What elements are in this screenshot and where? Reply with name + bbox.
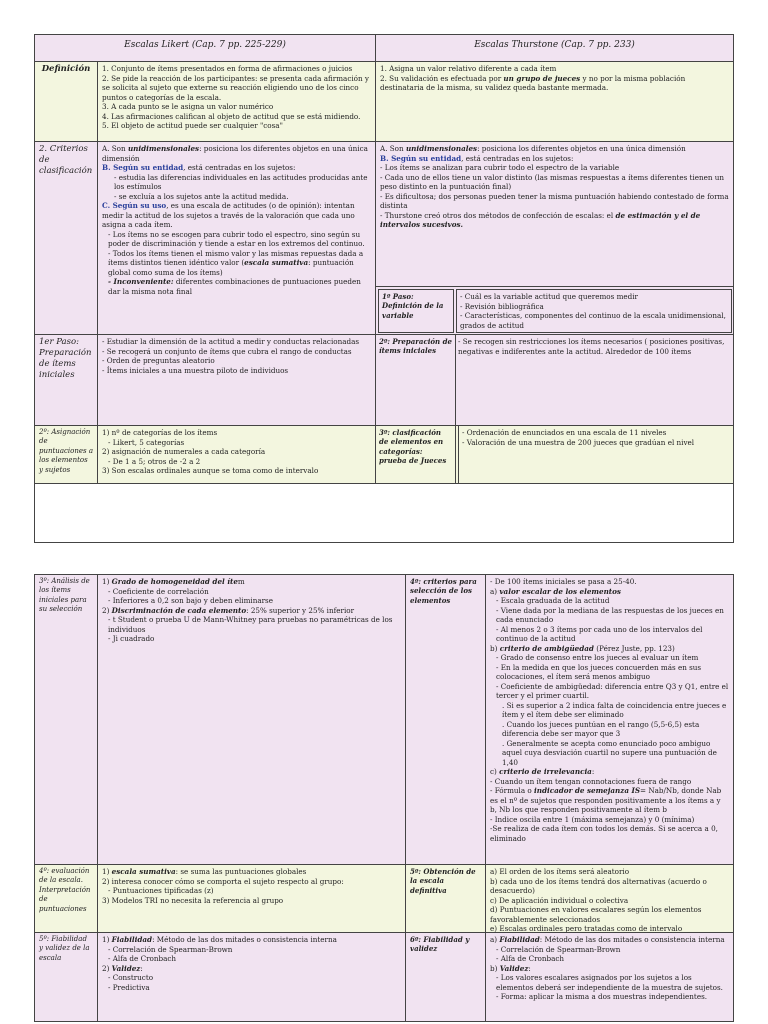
row-label-paso1: 1er Paso: Preparación de ítems iniciales [34, 334, 98, 426]
likert-step3: 1) Grado de homogeneidad del ítem - Coeficiente de correlación - Inferiores a 0,2 son bajo y deben eliminarse 2) Discriminación de cada elemento: 25% superior y 25% inferior - t Student o prueba U de Mann-Whitney para pruebas no paramétricas de los individuos - Ji cuadrado [97, 574, 406, 865]
thurstone-step3-box [375, 425, 734, 484]
thurstone-criteria: A. Son unidimensionales: posiciona los diferentes objetos en una única dimensión B. Según su entidad, está centradas en los sujetos: - Los ítems se analizan para cubrir todo el espectro de la variable - Cada uno de ellos tiene un valor distinto (las mismas respuestas a ítems diferentes tienen un peso distinto en la puntuación final) - Es dificultosa; dos personas pueden tener la misma puntuación habiendo contestado de forma distinta - Thurstone creó otros dos métodos de confección de escalas: el de estimación y el de intervalos sucesivos. [375, 141, 734, 287]
likert-step5: 1) Fiabilidad: Método de las dos mitades o consistencia interna - Correlación de Spearman-Brown - Alfa de Cronbach 2) Validez: - Constructo - Predictiva [97, 932, 406, 1022]
thurstone-step1-box [375, 286, 734, 335]
row-label-asignacion: 2º: Asignación de puntuaciones a los elementos y sujetos [34, 425, 98, 484]
header-likert: Escalas Likert (Cap. 7 pp. 225-229) [34, 34, 376, 62]
thurstone-step3-label: 3º: clasificación de elementos en categorías: prueba de Jueces [376, 426, 456, 483]
row-label-criterios: 2. Criterios de clasificación [34, 141, 98, 335]
likert-criteria: A. Son unidimensionales: posiciona los diferentes objetos en una única dimensión B. Según su entidad, está centradas en los sujetos: - estudia las diferencias individuales en las actitudes producidas ante los estímulos - se excluía a los sujetos ante la actitud medida. C. Según su uso, es una escala de actitudes (o de opinión): intentan medir la actitud de los sujetos a través de la valoración que cada uno asigna a cada ítem. - Los ítems no se escogen para cubrir todo el espectro, sino según su poder de discriminación y tiende a estar en los extremos del continuo. - Todos los ítems tienen el mismo valor y las mismas repuestas dada a ítems distintos tienen idéntico valor (escala sumativa: puntuación global como suma de los ítems) - Inconveniente: diferentes combinaciones de puntuaciones pueden dar la misma nota final [97, 141, 376, 335]
thurstone-step2-content: - Se recogen sin restricciones los ítems necesarios ( posiciones positivas, negativas e indiferentes ante la actitud. Alrededor de 100 ítems [458, 337, 725, 356]
likert-step4: 1) escala sumativa: se suma las puntuaciones globales 2) interesa conocer cómo se comporta el sujeto respecto al grupo: - Puntuaciones tipificadas (z) 3) Modelos TRI no necesita la referencia al grupo [97, 864, 406, 933]
thurstone-step1-label: 1º Paso: Definición de la variable [378, 289, 454, 333]
thurstone-step4-label: 4º: criterios para selección de los elementos [405, 574, 486, 865]
thurstone-step1-content: - Cuál es la variable actitud que queremos medir - Revisión bibliográfica - Características, componentes del continuo de la escala unidimensional, grados de actitud [456, 289, 732, 333]
empty-row [34, 483, 734, 543]
likert-definition: 1. Conjunto de ítems presentados en forma de afirmaciones o juicios 2. Se pide la reacción de los participantes: se presenta cada afirmación y se solicita al sujeto que externe su reacción eligiendo uno de los cinco puntos o categorías de la escala. 3. A cada punto se le asigna un valor numérico 4. Las afirmaciones califican al objeto de actitud que se está midiendo. 5. El objeto de actitud puede ser cualquier "cosa" [97, 61, 376, 142]
thurstone-step6-label: 6º: Fiabilidad y validez [405, 932, 486, 1022]
thurstone-definition: 1. Asigna un valor relativo diferente a cada ítem 2. Su validación es efectuada por un grupo de jueces y no por la misma población destinataria de la misma, su validez queda bastante mermada. [375, 61, 734, 142]
thurstone-step4-content: - De 100 ítems iniciales se pasa a 25-40. a) valor escalar de los elementos - Escala graduada de la actitud - Viene dada por la mediana de las respuestas de los jueces en cada enunciado - Al menos 2 o 3 ítems por cada uno de los intervalos del continuo de la actitud b) criterio de ambigüedad (Pérez Juste, pp. 123) - Grado de consenso entre los jueces al evaluar un ítem - En la medida en que los jueces concuerden más en sus colocaciones, el ítem será menos ambiguo - Coeficiente de ambigüedad: diferencia entre Q3 y Q1, entre el tercer y el primer cuartil. . Si es superior a 2 indica falta de coincidencia entre jueces e ítem y el ítem debe ser eliminado . Cuando los jueces puntúan en el rango (5,5-6,5) esta diferencia debe ser mayor que 3 . Generalmente se acepta como enunciado poco ambiguo aquel cuya desviación cuartil no supere una puntuación de 1,40 c) criterio de irrelevancia: - Cuando un ítem tengan connotaciones fuera de rango - Fórmula o indicador de semejanza IS= Nab/Nb, donde Nab es el nº de sujetos que responden positivamente a los ítems a y b, Nb los que responden positivamente al ítem b - Indice oscila entre 1 (máxima semejanza) y 0 (mínima) -Se realiza de cada ítem con todos los demás. Si se acerca a 0, eliminado [485, 574, 734, 865]
row-label-definicion: Definición [34, 61, 98, 142]
likert-thurstone-table-top [34, 34, 734, 510]
likert-thurstone-table-bottom [34, 574, 734, 1024]
row-label-analisis: 3º: Análisis de los ítems iniciales para su selección [34, 574, 98, 865]
header-thurstone: Escalas Thurstone (Cap. 7 pp. 233) [375, 34, 734, 62]
thurstone-step2-box [375, 334, 734, 426]
thurstone-step3-content: - Ordenación de enunciados en una escala de 11 niveles - Valoración de una muestra de 200 jueces que gradúan el nivel [458, 426, 733, 483]
thurstone-step5-content: a) El orden de los ítems será aleatorio b) cada uno de los ítems tendrá dos alternativas (acuerdo o desacuerdo) c) De aplicación individual o colectiva d) Puntuaciones en valores escalares según los elementos favorablemente seleccionados e) Escalas ordinales pero tratadas como de intervalo [485, 864, 734, 933]
likert-step2: 1) nº de categorías de los ítems - Likert, 5 categorías 2) asignación de numerales a cada categoría - De 1 a 5; otros de -2 a 2 3) Son escalas ordinales aunque se toma como de intervalo [97, 425, 376, 484]
thurstone-step2-label: 2º: Preparación de ítems iniciales [376, 335, 456, 425]
thurstone-step5-label: 5º: Obtención de la escala definitiva [405, 864, 486, 933]
thurstone-step6-content: a) Fiabilidad: Método de las dos mitades o consistencia interna - Correlación de Spearman-Brown - Alfa de Cronbach b) Validez: - Los valores escalares asignados por los sujetos a los elementos deberá ser independiente de la muestra de sujetos. - Forma: aplicar la misma a dos muestras independientes. [485, 932, 734, 1022]
row-label-evaluacion: 4º: evaluación de la escala. Interpretación de puntuaciones [34, 864, 98, 933]
likert-step1: - Estudiar la dimensión de la actitud a medir y conductas relacionadas - Se recogerá un conjunto de ítems que cubra el rango de conductas - Orden de preguntas aleatorio - Ítems iniciales a una muestra piloto de individuos [97, 334, 376, 426]
row-label-fiabilidad: 5º: Fiabilidad y validez de la escala [34, 932, 98, 1022]
